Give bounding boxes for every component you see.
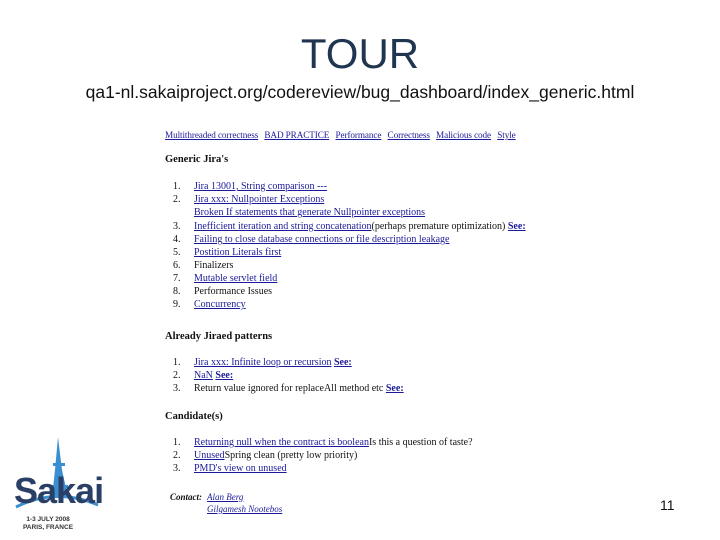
item-link[interactable]: NaN	[194, 370, 213, 381]
nav-performance[interactable]: Performance	[335, 130, 382, 140]
list-item	[173, 286, 272, 297]
item-number: 5.	[173, 247, 181, 258]
item-number: 3.	[173, 463, 181, 474]
nav-multithreaded[interactable]: Multithreaded correctness	[165, 130, 259, 140]
see-link[interactable]: See:	[333, 357, 352, 368]
nav-correctness[interactable]: Correctness	[387, 130, 430, 140]
item-number: 4.	[173, 234, 181, 245]
list-item	[173, 260, 233, 271]
see-link[interactable]: See:	[215, 370, 234, 381]
section-candidates-heading: Candidate(s)	[165, 411, 223, 422]
list-item	[173, 273, 277, 284]
slide-url: qa1-nl.sakaiproject.org/codereview/bug_dashboard/index_generic.html	[85, 82, 635, 102]
see-link[interactable]: See:	[507, 221, 526, 232]
item-link[interactable]: Returning null when the contract is boolean	[194, 437, 369, 448]
logo-place-line: PARIS, FRANCE	[22, 524, 74, 531]
list-item	[173, 207, 425, 218]
dashboard-screenshot	[165, 128, 565, 518]
list-item	[173, 299, 246, 310]
section-generic-heading: Generic Jira's	[165, 154, 229, 165]
contact-line	[170, 492, 243, 502]
contact-person-2[interactable]: Gilgamesh Nootebos	[207, 504, 283, 514]
item-number: 1.	[173, 357, 181, 368]
contact-label: Contact:	[170, 492, 203, 502]
item-number: 3.	[173, 221, 181, 232]
item-link[interactable]: Mutable servlet field	[194, 273, 278, 284]
list-item	[173, 450, 357, 461]
item-link[interactable]: Jira xxx: Infinite loop or recursion	[194, 357, 332, 368]
item-number: 9.	[173, 299, 181, 310]
nav-malicious-code[interactable]: Malicious code	[436, 130, 492, 140]
nav-style[interactable]: Style	[497, 130, 516, 140]
item-text: Return value ignored for replaceAll method etc	[194, 383, 384, 394]
item-link[interactable]: Jira xxx: Nullpointer Exceptions	[194, 194, 325, 205]
item-link[interactable]: Inefficient iteration and string concatenation	[194, 221, 372, 232]
item-link[interactable]: PMD's view on unused	[194, 463, 287, 474]
item-number: 8.	[173, 286, 181, 297]
list-item	[173, 234, 449, 245]
item-link[interactable]: Jira 13001, String comparison ---	[194, 181, 328, 192]
list-item	[173, 463, 287, 474]
item-link[interactable]: Concurrency	[194, 299, 246, 310]
item-number: 1.	[173, 181, 181, 192]
item-number: 2.	[173, 450, 181, 461]
contact-line	[170, 504, 282, 514]
item-link[interactable]: Failing to close database connections or file description leakage	[194, 234, 450, 245]
logo-wordmark: Sakai	[14, 470, 104, 511]
item-text: Performance Issues	[194, 286, 273, 297]
list-item	[173, 247, 281, 258]
list-item	[173, 194, 324, 205]
see-link[interactable]: See:	[385, 383, 404, 394]
list-item	[173, 383, 404, 394]
item-number: 1.	[173, 437, 181, 448]
item-link[interactable]: Broken If statements that generate Nullpointer exceptions	[194, 207, 426, 218]
item-note: Is this a question of taste?	[368, 437, 473, 448]
item-number: 3.	[173, 383, 181, 394]
list-item	[173, 181, 327, 192]
item-link[interactable]: Postition Literals first	[194, 247, 282, 258]
logo-date	[18, 516, 78, 532]
category-nav	[165, 130, 520, 140]
item-note: (perhaps premature optimization)	[371, 221, 506, 232]
item-number: 7.	[173, 273, 181, 284]
nav-bad-practice[interactable]: BAD PRACTICE	[264, 130, 330, 140]
slide-title: TOUR	[300, 30, 420, 77]
contact-person-1[interactable]: Alan Berg	[207, 492, 244, 502]
item-number: 2.	[173, 370, 181, 381]
page-number: 11	[660, 497, 675, 513]
list-item	[173, 357, 352, 368]
list-item	[173, 221, 526, 232]
item-note: Spring clean (pretty low priority)	[224, 450, 358, 461]
list-item	[173, 437, 473, 448]
item-number: 6.	[173, 260, 181, 271]
section-already-heading: Already Jiraed patterns	[165, 331, 273, 342]
logo-date-line: 1-3 JULY 2008	[26, 516, 70, 523]
item-number: 2.	[173, 194, 181, 205]
list-item	[173, 370, 233, 381]
item-link[interactable]: Unused	[194, 450, 225, 461]
item-text: Finalizers	[194, 260, 234, 271]
